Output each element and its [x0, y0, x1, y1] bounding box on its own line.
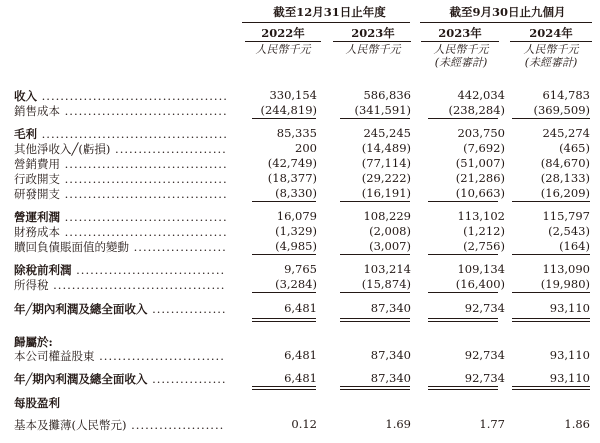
cell-value: 93,110: [549, 371, 590, 385]
table-row: [0, 224, 600, 238]
header-year: 2023年: [351, 26, 395, 40]
cell-value: 93,110: [549, 348, 590, 362]
header-currency: 人民幣千元: [433, 43, 489, 56]
leader-dots: ...................................: [60, 210, 228, 224]
cell-value: (2,756): [463, 239, 505, 253]
table-row: [0, 141, 600, 155]
total-rule: [512, 201, 590, 202]
header-unaudited-note: (未經審計): [524, 56, 578, 69]
header-group-rule: [420, 22, 592, 23]
total-rule: [428, 321, 498, 322]
cell-value: (21,286): [455, 171, 505, 185]
leader-dots: ........................................: [37, 89, 228, 103]
table-row: [0, 301, 600, 315]
total-rule: [428, 389, 498, 390]
cell-value: 0.12: [291, 417, 317, 431]
header-group-full-year: 截至12月31日止年度: [273, 5, 386, 19]
header-currency: 人民幣千元: [255, 43, 311, 56]
cell-value: 85,335: [276, 126, 317, 140]
table-row: [0, 277, 600, 291]
table-row: [0, 126, 600, 140]
cell-value: 6,481: [284, 301, 317, 315]
cell-value: (84,670): [540, 156, 590, 170]
row-label: 研發開支 ...................................: [14, 187, 228, 201]
cell-value: 108,229: [363, 209, 411, 223]
cell-value: (16,209): [540, 186, 590, 200]
total-rule: [340, 389, 410, 390]
total-rule: [512, 321, 590, 322]
cell-value: (42,749): [267, 156, 317, 170]
cell-value: 203,750: [457, 126, 505, 140]
total-rule: [252, 254, 316, 255]
cell-value: 113,102: [457, 209, 505, 223]
total-rule: [428, 318, 498, 319]
table-row: [0, 88, 600, 102]
cell-value: (14,489): [361, 141, 411, 155]
total-rule: [340, 386, 410, 387]
cell-value: (8,330): [275, 186, 317, 200]
cell-value: 200: [295, 141, 317, 155]
row-label: 其他淨收入╱(虧損) ........................: [14, 142, 227, 156]
header-year: 2023年: [438, 26, 482, 40]
cell-value: 442,034: [457, 88, 505, 102]
row-label: 本公司權益股東 ...........................: [14, 349, 225, 363]
cell-value: 245,274: [542, 126, 590, 140]
total-rule: [340, 318, 410, 319]
total-rule: [340, 292, 410, 293]
cell-value: 103,214: [363, 262, 411, 276]
total-rule: [340, 118, 410, 119]
leader-dots: ....................: [126, 418, 225, 432]
section-eps: 每股盈利: [14, 396, 60, 410]
row-label: 基本及攤薄(人民幣元) ....................: [14, 418, 225, 432]
cell-value: 9,765: [284, 262, 317, 276]
cell-value: 614,783: [542, 88, 590, 102]
total-rule: [428, 254, 498, 255]
cell-value: (369,509): [533, 103, 590, 117]
row-label: 銷售成本 ...................................: [14, 104, 228, 118]
cell-value: (3,007): [369, 239, 411, 253]
total-rule: [340, 201, 410, 202]
header-year: 2022年: [261, 26, 305, 40]
leader-dots: ...................................: [60, 104, 228, 118]
section-attributable: 歸屬於:: [14, 335, 53, 349]
row-label: 營銷費用 ...................................: [14, 157, 228, 171]
cell-value: (4,985): [275, 239, 317, 253]
row-label: 財務成本 ...................................: [14, 225, 228, 239]
cell-value: (465): [559, 141, 590, 155]
header-group-nine-months: 截至9月30日止九個月: [449, 5, 566, 19]
cell-value: 109,134: [457, 262, 505, 276]
total-rule: [428, 201, 498, 202]
cell-value: 6,481: [284, 371, 317, 385]
header-currency: 人民幣千元: [523, 43, 579, 56]
leader-dots: ...........................: [94, 349, 225, 363]
total-rule: [428, 386, 498, 387]
header-currency: 人民幣千元: [345, 43, 401, 56]
row-label: 年╱期內利潤及總全面收入 ................: [14, 372, 227, 386]
cell-value: 87,340: [370, 301, 411, 315]
row-label: 收入 ........................................: [14, 89, 228, 103]
total-rule: [512, 118, 590, 119]
cell-value: 586,836: [363, 88, 411, 102]
cell-value: 92,734: [464, 348, 505, 362]
row-label: 年╱期內利潤及總全面收入 ................: [14, 302, 227, 316]
cell-value: 6,481: [284, 348, 317, 362]
leader-dots: ....................: [129, 240, 227, 254]
cell-value: 87,340: [370, 371, 411, 385]
header-year-rule: [510, 41, 592, 42]
header-year-rule: [421, 41, 499, 42]
table-row: [0, 348, 600, 362]
total-rule: [252, 386, 316, 387]
cell-value: 1.69: [385, 417, 411, 431]
cell-value: (7,692): [463, 141, 505, 155]
cell-value: (77,114): [361, 156, 411, 170]
table-row: [0, 186, 600, 200]
cell-value: 330,154: [269, 88, 317, 102]
cell-value: 92,734: [464, 371, 505, 385]
row-label: 行政開支 ...................................: [14, 172, 228, 186]
cell-value: 113,090: [542, 262, 590, 276]
table-row: [0, 371, 600, 385]
cell-value: (18,377): [267, 171, 317, 185]
total-rule: [252, 118, 316, 119]
leader-dots: ................................: [71, 263, 226, 277]
leader-dots: ...................................: [60, 172, 228, 186]
total-rule: [252, 389, 316, 390]
cell-value: (3,284): [275, 277, 317, 291]
leader-dots: ...................................: [60, 157, 228, 171]
header-group-rule: [242, 22, 410, 23]
cell-value: 1.77: [479, 417, 505, 431]
total-rule: [252, 292, 316, 293]
table-row: [0, 417, 600, 431]
table-row: [0, 239, 600, 253]
cell-value: (244,819): [260, 103, 317, 117]
total-rule: [340, 254, 410, 255]
cell-value: (341,591): [354, 103, 411, 117]
header-year: 2024年: [529, 26, 573, 40]
total-rule: [512, 389, 590, 390]
table-row: [0, 262, 600, 276]
header-year-rule: [245, 41, 321, 42]
leader-dots: .....................................: [48, 278, 226, 292]
cell-value: (1,329): [275, 224, 317, 238]
row-label: 贖回負債賬面值的變動 ....................: [14, 240, 227, 254]
header-year-rule: [333, 41, 411, 42]
leader-dots: ........................: [110, 142, 227, 156]
row-label: 除稅前利潤 ................................: [14, 263, 226, 277]
cell-value: (16,191): [361, 186, 411, 200]
total-rule: [512, 254, 590, 255]
total-rule: [252, 201, 316, 202]
cell-value: (2,008): [369, 224, 411, 238]
cell-value: (164): [559, 239, 590, 253]
cell-value: (15,874): [361, 277, 411, 291]
leader-dots: ...................................: [60, 187, 228, 201]
header-unaudited-note: (未經審計): [434, 56, 488, 69]
row-label: 所得稅 .....................................: [14, 278, 226, 292]
cell-value: (1,212): [463, 224, 505, 238]
leader-dots: ........................................: [37, 127, 228, 141]
total-rule: [428, 118, 498, 119]
table-row: [0, 171, 600, 185]
cell-value: 16,079: [276, 209, 317, 223]
leader-dots: ................: [147, 372, 227, 386]
cell-value: 245,245: [363, 126, 411, 140]
table-row: [0, 209, 600, 223]
total-rule: [340, 321, 410, 322]
cell-value: (51,007): [455, 156, 505, 170]
table-row: [0, 156, 600, 170]
row-label: 毛利 ........................................: [14, 127, 228, 141]
total-rule: [428, 292, 498, 293]
leader-dots: ...................................: [60, 225, 228, 239]
cell-value: (238,284): [448, 103, 505, 117]
cell-value: (28,133): [540, 171, 590, 185]
table-row: [0, 103, 600, 117]
total-rule: [252, 318, 316, 319]
cell-value: (19,980): [540, 277, 590, 291]
cell-value: (29,222): [361, 171, 411, 185]
total-rule: [512, 318, 590, 319]
cell-value: (2,543): [548, 224, 590, 238]
cell-value: 93,110: [549, 301, 590, 315]
cell-value: 115,797: [542, 209, 590, 223]
total-rule: [512, 386, 590, 387]
cell-value: 92,734: [464, 301, 505, 315]
total-rule: [252, 321, 316, 322]
row-label: 營運利潤 ...................................: [14, 210, 228, 224]
cell-value: 1.86: [564, 417, 590, 431]
cell-value: (16,400): [455, 277, 505, 291]
cell-value: (10,663): [455, 186, 505, 200]
total-rule: [512, 292, 590, 293]
leader-dots: ................: [147, 302, 227, 316]
cell-value: 87,340: [370, 348, 411, 362]
